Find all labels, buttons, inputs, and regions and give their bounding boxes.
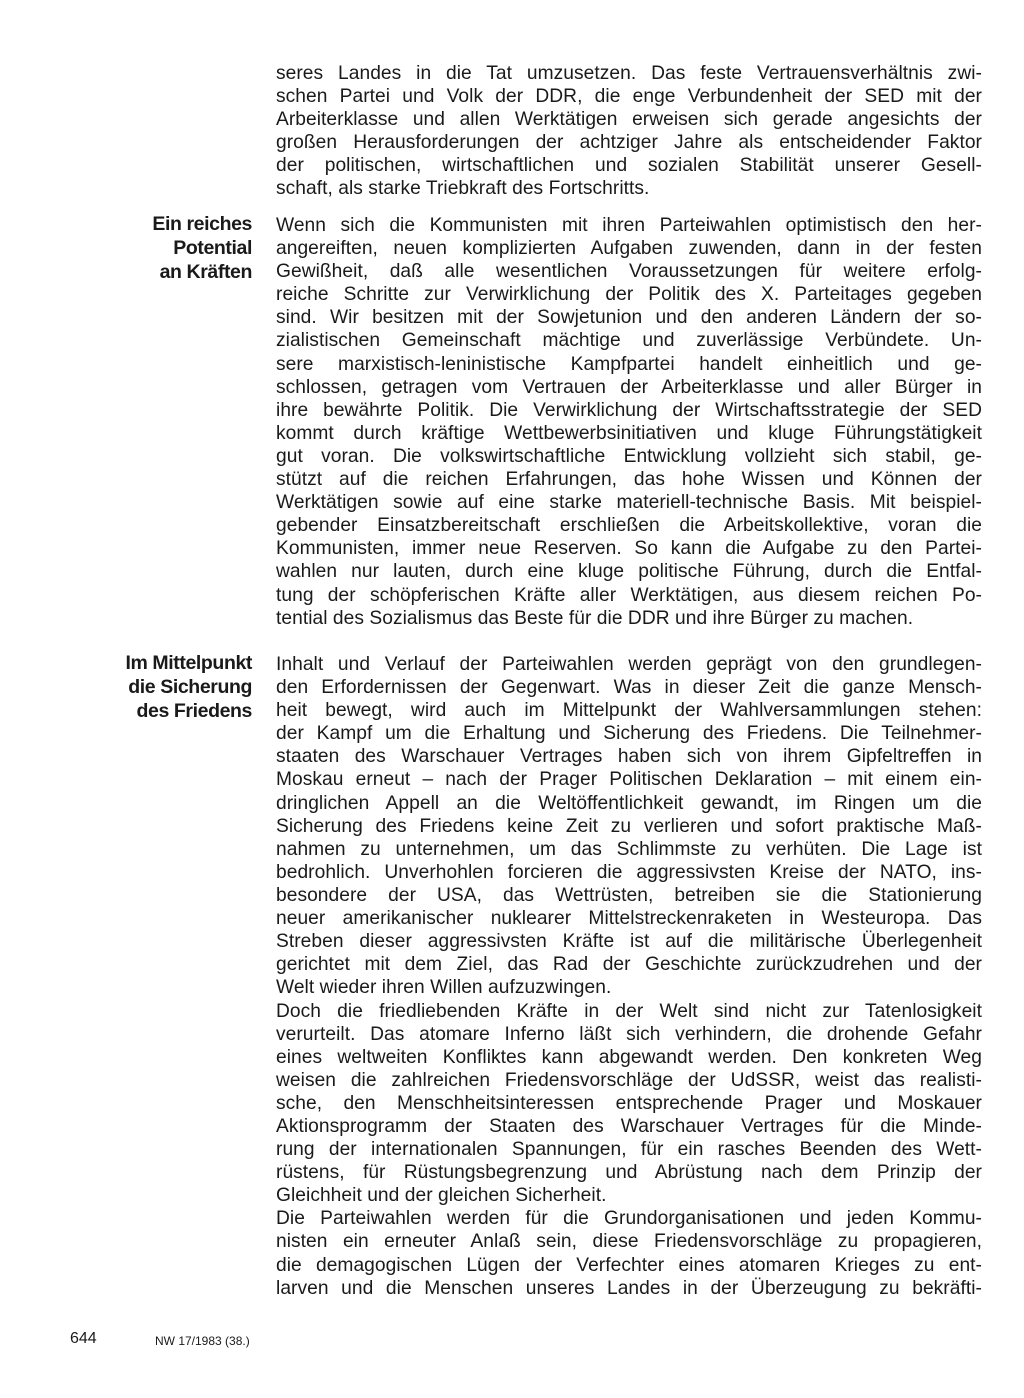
- text-line: Inhalt und Verlauf der Parteiwahlen werden geprägt von den grundlegen-: [276, 654, 982, 675]
- text-line: angereiften, neuen komplizierten Aufgaben zuwenden, dann in der festen: [276, 238, 982, 260]
- text-line: Kommunisten, immer neue Reserven. So kann die Aufgabe zu den Partei-: [276, 538, 982, 560]
- text-line: Moskau erneut – nach der Prager Politischen Deklaration – mit einem ein-: [276, 769, 982, 791]
- text-line: sind. Wir besitzen mit der Sowjetunion und den anderen Ländern der so-: [276, 307, 982, 329]
- text-line: großen Herausforderungen der achtziger Jahre als entscheidender Faktor: [276, 132, 982, 154]
- text-line: Werktätigen sowie auf eine starke materiell-technische Basis. Mit beispiel-: [276, 492, 982, 514]
- margin-heading-line: die Sicherung: [128, 676, 252, 698]
- text-line: die demagogischen Lügen der Verfechter eines atomaren Krieges zu ent-: [276, 1254, 982, 1276]
- issue-reference: NW 17/1983 (38.): [155, 1334, 250, 1348]
- text-line: nahmen zu unternehmen, um das Schlimmste zu verhüten. Die Lage ist: [276, 838, 982, 860]
- text-line: rung der internationalen Spannungen, für ein rasches Beenden des Wett-: [276, 1139, 982, 1161]
- text-line: bedrohlich. Unverhohlen forcieren die aggressivsten Kreise der NATO, ins-: [276, 861, 982, 883]
- margin-heading-potential: [92, 212, 252, 284]
- margin-heading-line: des Friedens: [136, 700, 252, 722]
- text-line: schlossen, getragen vom Vertrauen der Arbeiterklasse und aller Bürger in: [276, 376, 982, 398]
- text-line: Gewißheit, daß alle wesentlichen Voraussetzungen für weitere erfolg-: [276, 261, 982, 283]
- text-line: stützt auf die reichen Erfahrungen, das hohe Wissen und Können der: [276, 469, 982, 491]
- text-line: seres Landes in die Tat umzusetzen. Das feste Vertrauensverhältnis zwi-: [276, 63, 982, 84]
- text-line: Wenn sich die Kommunisten mit ihren Parteiwahlen optimistisch den her-: [276, 215, 982, 236]
- text-line: der Kampf um die Erhaltung und Sicherung des Friedens. Die Teilnehmer-: [276, 723, 982, 745]
- text-line: eines weltweiten Konfliktes kann abgewandt werden. Den konkreten Weg: [276, 1046, 982, 1068]
- text-line: sere marxistisch-leninistische Kampfpartei handelt einheitlich und ge-: [276, 353, 982, 375]
- text-line: Gleichheit und der gleichen Sicherheit.: [276, 1185, 607, 1207]
- text-line: besondere der USA, das Wettrüsten, betreiben sie die Stationierung: [276, 884, 982, 906]
- margin-heading-line: Im Mittelpunkt: [125, 652, 252, 674]
- margin-heading-line: Potential: [173, 237, 252, 259]
- text-line: Streben dieser aggressivsten Kräfte ist auf die militärische Überlegenheit: [276, 931, 982, 953]
- margin-heading-line: Ein reiches: [152, 213, 252, 235]
- text-line: tung der schöpferischen Kräfte aller Werktätigen, aus diesem reichen Po-: [276, 584, 982, 606]
- text-line: Die Parteiwahlen werden für die Grundorganisationen und jeden Kommu-: [276, 1208, 982, 1230]
- text-line: schen Partei und Volk der DDR, die enge Verbundenheit der SED mit der: [276, 86, 982, 108]
- text-line: ihre bewährte Politik. Die Verwirklichung der Wirtschaftsstrategie der SED: [276, 399, 982, 421]
- text-line: larven und die Menschen unseres Landes in der Überzeugung zu bekräfti-: [276, 1277, 982, 1299]
- text-line: sche, den Menschheitsinteressen entsprechende Prager und Moskauer: [276, 1092, 982, 1114]
- text-line: neuer amerikanischer nuklearer Mittelstreckenraketen in Westeuropa. Das: [276, 908, 982, 930]
- paragraph-4: [276, 1000, 982, 1208]
- text-line: den Erfordernissen der Gegenwart. Was in dieser Zeit die ganze Mensch-: [276, 677, 982, 699]
- paragraph-2: [276, 214, 982, 630]
- text-line: Arbeiterklasse und allen Werktätigen erweisen sich gerade angesichts der: [276, 109, 982, 131]
- margin-heading-peace: [92, 651, 252, 723]
- text-line: dringlichen Appell an die Weltöffentlichkeit gewandt, im Ringen um die: [276, 792, 982, 814]
- text-line: heit bewegt, wird auch im Mittelpunkt der Wahlversammlungen stehen:: [276, 700, 982, 722]
- text-line: kommt durch kräftige Wettbewerbsinitiativen und kluge Führungstätigkeit: [276, 422, 982, 444]
- text-line: wahlen nur lauten, durch eine kluge politische Führung, durch die Entfal-: [276, 561, 982, 583]
- text-line: verurteilt. Das atomare Inferno läßt sich verhindern, die drohende Gefahr: [276, 1023, 982, 1045]
- paragraph-3: [276, 653, 982, 999]
- paragraph-5: [276, 1207, 982, 1299]
- text-line: nisten ein erneuter Anlaß sein, diese Friedensvorschläge zu propagieren,: [276, 1231, 982, 1253]
- page-number: 644: [70, 1330, 97, 1347]
- text-line: schaft, als starke Triebkraft des Fortschritts.: [276, 178, 650, 200]
- text-line: Welt wieder ihren Willen aufzuzwingen.: [276, 977, 612, 999]
- margin-heading-line: an Kräften: [159, 261, 252, 283]
- text-line: gut voran. Die volkswirtschaftliche Entwicklung vollzieht sich stabil, ge-: [276, 445, 982, 467]
- text-line: der politischen, wirtschaftlichen und sozialen Stabilität unserer Gesell-: [276, 155, 982, 177]
- text-line: Doch die friedliebenden Kräfte in der Welt sind nicht zur Tatenlosigkeit: [276, 1000, 982, 1022]
- text-line: gerichtet mit dem Ziel, das Rad der Geschichte zurückzudrehen und der: [276, 954, 982, 976]
- text-line: zialistischen Gemeinschaft mächtige und zuverlässige Verbündete. Un-: [276, 330, 982, 352]
- text-line: rüstens, für Rüstungsbegrenzung und Abrüstung nach dem Prinzip der: [276, 1162, 982, 1184]
- paragraph-1: [276, 62, 982, 201]
- text-line: weisen die zahlreichen Friedensvorschläge der UdSSR, weist das realisti-: [276, 1069, 982, 1091]
- text-line: reiche Schritte zur Verwirklichung der Politik des X. Parteitages gegeben: [276, 284, 982, 306]
- text-line: staaten des Warschauer Vertrages haben sich von ihrem Gipfeltreffen in: [276, 746, 982, 768]
- text-line: gebender Einsatzbereitschaft erschließen die Arbeitskollektive, voran die: [276, 515, 982, 537]
- text-line: tential des Sozialismus das Beste für die DDR und ihre Bürger zu machen.: [276, 607, 914, 629]
- text-line: Sicherung des Friedens keine Zeit zu verlieren und sofort praktische Maß-: [276, 815, 982, 837]
- text-line: Aktionsprogramm der Staaten des Warschauer Vertrages für die Minde-: [276, 1115, 982, 1137]
